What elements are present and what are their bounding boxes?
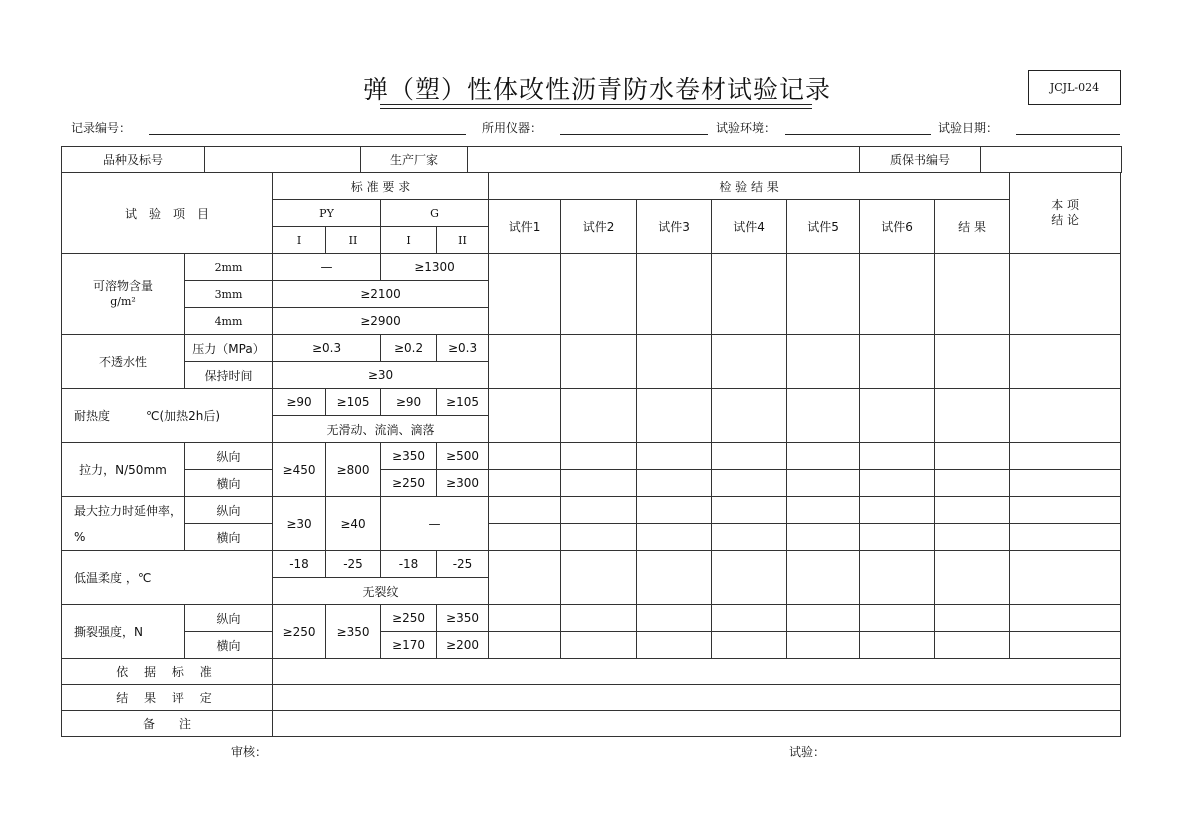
specimen-4-result-cell[interactable] — [712, 605, 787, 632]
specimen-1-result-cell[interactable] — [489, 497, 561, 524]
heat-g1: ≥90 — [381, 389, 437, 416]
header-g-grade-1: I — [381, 227, 437, 254]
conclusion-cell[interactable] — [1010, 470, 1121, 497]
conclusion-line1: 本 项 — [1051, 198, 1080, 212]
heat-note: 无滑动、流淌、滴落 — [273, 416, 489, 443]
header-g-grade-2: II — [437, 227, 489, 254]
specimen-1-result-cell[interactable] — [489, 605, 561, 632]
heat-label: 耐热度 ℃(加热2h后) — [62, 389, 273, 443]
header-specimen-4: 试件4 — [712, 200, 787, 254]
evaluation-label: 结 果 评 定 — [62, 685, 273, 711]
specimen-3-result-cell[interactable] — [637, 524, 712, 551]
specimen-6-result-cell[interactable] — [860, 524, 935, 551]
specimen-4-result-cell[interactable] — [712, 335, 787, 389]
result-cell[interactable] — [935, 335, 1010, 389]
tester-label: 试验： — [789, 745, 826, 759]
tensile-trans-g2: ≥300 — [437, 470, 489, 497]
specimen-1-result-cell[interactable] — [489, 632, 561, 659]
specimen-5-result-cell[interactable] — [787, 335, 860, 389]
specimen-6-result-cell[interactable] — [860, 335, 935, 389]
low-temp-g2: -25 — [437, 551, 489, 578]
result-cell[interactable] — [935, 389, 1010, 443]
specimen-5-result-cell[interactable] — [787, 551, 860, 605]
header-specimen-1: 试件1 — [489, 200, 561, 254]
specimen-2-result-cell[interactable] — [561, 254, 637, 335]
specimen-3-result-cell[interactable] — [637, 254, 712, 335]
pressure-py: ≥0.3 — [273, 335, 381, 362]
conclusion-cell[interactable] — [1010, 254, 1121, 335]
low-temp-label: 低温柔度 ，℃ — [62, 551, 273, 605]
tensile-py2: ≥800 — [326, 443, 381, 497]
header-py-grade-2: II — [326, 227, 381, 254]
specimen-1-result-cell[interactable] — [489, 389, 561, 443]
header-result: 结 果 — [935, 200, 1010, 254]
specimen-4-result-cell[interactable] — [712, 524, 787, 551]
specimen-2-result-cell[interactable] — [561, 632, 637, 659]
tear-py2: ≥350 — [326, 605, 381, 659]
header-standard: 标 准 要 求 — [273, 173, 489, 200]
result-cell[interactable] — [935, 605, 1010, 632]
result-cell[interactable] — [935, 524, 1010, 551]
specimen-5-result-cell[interactable] — [787, 470, 860, 497]
tear-long-g1: ≥250 — [381, 605, 437, 632]
basis-field[interactable] — [273, 659, 1121, 685]
conclusion-cell[interactable] — [1010, 605, 1121, 632]
conclusion-cell[interactable] — [1010, 389, 1121, 443]
variety-label: 品种及标号 — [62, 147, 205, 173]
tensile-long-g1: ≥350 — [381, 443, 437, 470]
soluble-label — [62, 254, 185, 335]
specimen-1-result-cell[interactable] — [489, 335, 561, 389]
specimen-6-result-cell[interactable] — [860, 551, 935, 605]
low-temp-py1: -18 — [273, 551, 326, 578]
header-specimen-3: 试件3 — [637, 200, 712, 254]
tensile-trans-label: 横向 — [185, 470, 273, 497]
hold-time-all: ≥30 — [273, 362, 489, 389]
specimen-5-result-cell[interactable] — [787, 497, 860, 524]
header-conclusion — [1010, 173, 1121, 254]
specimen-4-result-cell[interactable] — [712, 254, 787, 335]
specimen-5-result-cell[interactable] — [787, 524, 860, 551]
header-results: 检 验 结 果 — [489, 173, 1010, 200]
result-cell[interactable] — [935, 470, 1010, 497]
conclusion-cell[interactable] — [1010, 335, 1121, 389]
basis-label: 依 据 标 准 — [62, 659, 273, 685]
warranty-field[interactable] — [981, 147, 1122, 173]
specimen-1-result-cell[interactable] — [489, 443, 561, 470]
result-cell[interactable] — [935, 443, 1010, 470]
impermeability-label: 不透水性 — [62, 335, 185, 389]
low-temp-py2: -25 — [326, 551, 381, 578]
specimen-6-result-cell[interactable] — [860, 389, 935, 443]
specimen-1-result-cell[interactable] — [489, 470, 561, 497]
soluble-3mm-all: ≥2100 — [273, 281, 489, 308]
date-label: 试验日期： — [938, 121, 999, 135]
specimen-2-result-cell[interactable] — [561, 524, 637, 551]
tear-trans-g2: ≥200 — [437, 632, 489, 659]
soluble-unit: g/m² — [110, 295, 136, 308]
header-specimen-5: 试件5 — [787, 200, 860, 254]
tensile-long-label: 纵向 — [185, 443, 273, 470]
specimen-5-result-cell[interactable] — [787, 632, 860, 659]
specimen-1-result-cell[interactable] — [489, 551, 561, 605]
specimen-3-result-cell[interactable] — [637, 443, 712, 470]
soluble-2mm-g: ≥1300 — [381, 254, 489, 281]
specimen-6-result-cell[interactable] — [860, 605, 935, 632]
elongation-py2: ≥40 — [326, 497, 381, 551]
result-cell[interactable] — [935, 254, 1010, 335]
low-temp-g1: -18 — [381, 551, 437, 578]
specimen-5-result-cell[interactable] — [787, 389, 860, 443]
specimen-6-result-cell[interactable] — [860, 632, 935, 659]
remarks-label: 备 注 — [62, 711, 273, 737]
instrument-field[interactable] — [560, 134, 708, 135]
tensile-long-g2: ≥500 — [437, 443, 489, 470]
specimen-5-result-cell[interactable] — [787, 605, 860, 632]
soluble-title: 可溶物含量 — [92, 279, 153, 293]
result-cell[interactable] — [935, 632, 1010, 659]
specimen-3-result-cell[interactable] — [637, 551, 712, 605]
elongation-trans-label: 横向 — [185, 524, 273, 551]
elongation-long-label: 纵向 — [185, 497, 273, 524]
heat-py2: ≥105 — [326, 389, 381, 416]
specimen-4-result-cell[interactable] — [712, 443, 787, 470]
soluble-2mm-py: — — [273, 254, 381, 281]
title-underline — [380, 104, 812, 109]
tear-long-label: 纵向 — [185, 605, 273, 632]
specimen-6-result-cell[interactable] — [860, 443, 935, 470]
specimen-4-result-cell[interactable] — [712, 551, 787, 605]
reviewer-label: 审核： — [231, 745, 268, 759]
variety-field[interactable] — [205, 147, 361, 173]
environment-field[interactable] — [785, 134, 931, 135]
specimen-4-result-cell[interactable] — [712, 632, 787, 659]
specimen-5-result-cell[interactable] — [787, 254, 860, 335]
specimen-1-result-cell[interactable] — [489, 254, 561, 335]
soluble-4mm-all: ≥2900 — [273, 308, 489, 335]
thickness-3mm: 3mm — [185, 281, 273, 308]
specimen-3-result-cell[interactable] — [637, 497, 712, 524]
specimen-3-result-cell[interactable] — [637, 470, 712, 497]
specimen-4-result-cell[interactable] — [712, 470, 787, 497]
specimen-3-result-cell[interactable] — [637, 335, 712, 389]
conclusion-cell[interactable] — [1010, 497, 1121, 524]
specimen-2-result-cell[interactable] — [561, 551, 637, 605]
product-info-table — [61, 146, 1122, 173]
result-cell[interactable] — [935, 551, 1010, 605]
specimen-4-result-cell[interactable] — [712, 497, 787, 524]
specimen-3-result-cell[interactable] — [637, 632, 712, 659]
result-cell[interactable] — [935, 497, 1010, 524]
specimen-3-result-cell[interactable] — [637, 605, 712, 632]
specimen-2-result-cell[interactable] — [561, 497, 637, 524]
date-field[interactable] — [1016, 134, 1120, 135]
specimen-6-result-cell[interactable] — [860, 254, 935, 335]
heat-py1: ≥90 — [273, 389, 326, 416]
tear-trans-g1: ≥170 — [381, 632, 437, 659]
test-record-table — [61, 172, 1121, 737]
remarks-field[interactable] — [273, 711, 1121, 737]
specimen-5-result-cell[interactable] — [787, 443, 860, 470]
header-test-item: 试 验 项 目 — [62, 173, 273, 254]
header-py: PY — [273, 200, 381, 227]
specimen-2-result-cell[interactable] — [561, 443, 637, 470]
pressure-label: 压力（MPa） — [185, 335, 273, 362]
conclusion-line2: 结 论 — [1051, 213, 1080, 227]
instrument-label: 所用仪器： — [482, 121, 543, 135]
specimen-4-result-cell[interactable] — [712, 389, 787, 443]
tear-label: 撕裂强度，N — [62, 605, 185, 659]
warranty-label: 质保书编号 — [860, 147, 981, 173]
manufacturer-label: 生产厂家 — [361, 147, 468, 173]
conclusion-cell[interactable] — [1010, 551, 1121, 605]
specimen-2-result-cell[interactable] — [561, 389, 637, 443]
pressure-g1: ≥0.2 — [381, 335, 437, 362]
elongation-g: — — [381, 497, 489, 551]
tensile-py1: ≥450 — [273, 443, 326, 497]
tear-py1: ≥250 — [273, 605, 326, 659]
tensile-trans-g1: ≥250 — [381, 470, 437, 497]
hold-time-label: 保持时间 — [185, 362, 273, 389]
record-no-label: 记录编号： — [71, 121, 132, 135]
elongation-label: 最大拉力时延伸率，% — [62, 497, 185, 551]
specimen-6-result-cell[interactable] — [860, 497, 935, 524]
tensile-label: 拉力，N/50mm — [62, 443, 185, 497]
header-specimen-6: 试件6 — [860, 200, 935, 254]
header-py-grade-1: I — [273, 227, 326, 254]
manufacturer-field[interactable] — [468, 147, 860, 173]
conclusion-cell[interactable] — [1010, 443, 1121, 470]
evaluation-field[interactable] — [273, 685, 1121, 711]
specimen-2-result-cell[interactable] — [561, 335, 637, 389]
conclusion-cell[interactable] — [1010, 632, 1121, 659]
elongation-py1: ≥30 — [273, 497, 326, 551]
record-no-field[interactable] — [149, 134, 466, 135]
heat-g2: ≥105 — [437, 389, 489, 416]
header-specimen-2: 试件2 — [561, 200, 637, 254]
tear-long-g2: ≥350 — [437, 605, 489, 632]
tear-trans-label: 横向 — [185, 632, 273, 659]
form-code: JCJL-024 — [1028, 70, 1121, 105]
page-title: 弹（塑）性体改性沥青防水卷材试验记录 — [362, 75, 831, 104]
header-g: G — [381, 200, 489, 227]
specimen-2-result-cell[interactable] — [561, 470, 637, 497]
pressure-g2: ≥0.3 — [437, 335, 489, 362]
specimen-2-result-cell[interactable] — [561, 605, 637, 632]
specimen-6-result-cell[interactable] — [860, 470, 935, 497]
thickness-2mm: 2mm — [185, 254, 273, 281]
thickness-4mm: 4mm — [185, 308, 273, 335]
specimen-3-result-cell[interactable] — [637, 389, 712, 443]
low-temp-note: 无裂纹 — [273, 578, 489, 605]
specimen-1-result-cell[interactable] — [489, 524, 561, 551]
conclusion-cell[interactable] — [1010, 524, 1121, 551]
environment-label: 试验环境： — [716, 121, 777, 135]
